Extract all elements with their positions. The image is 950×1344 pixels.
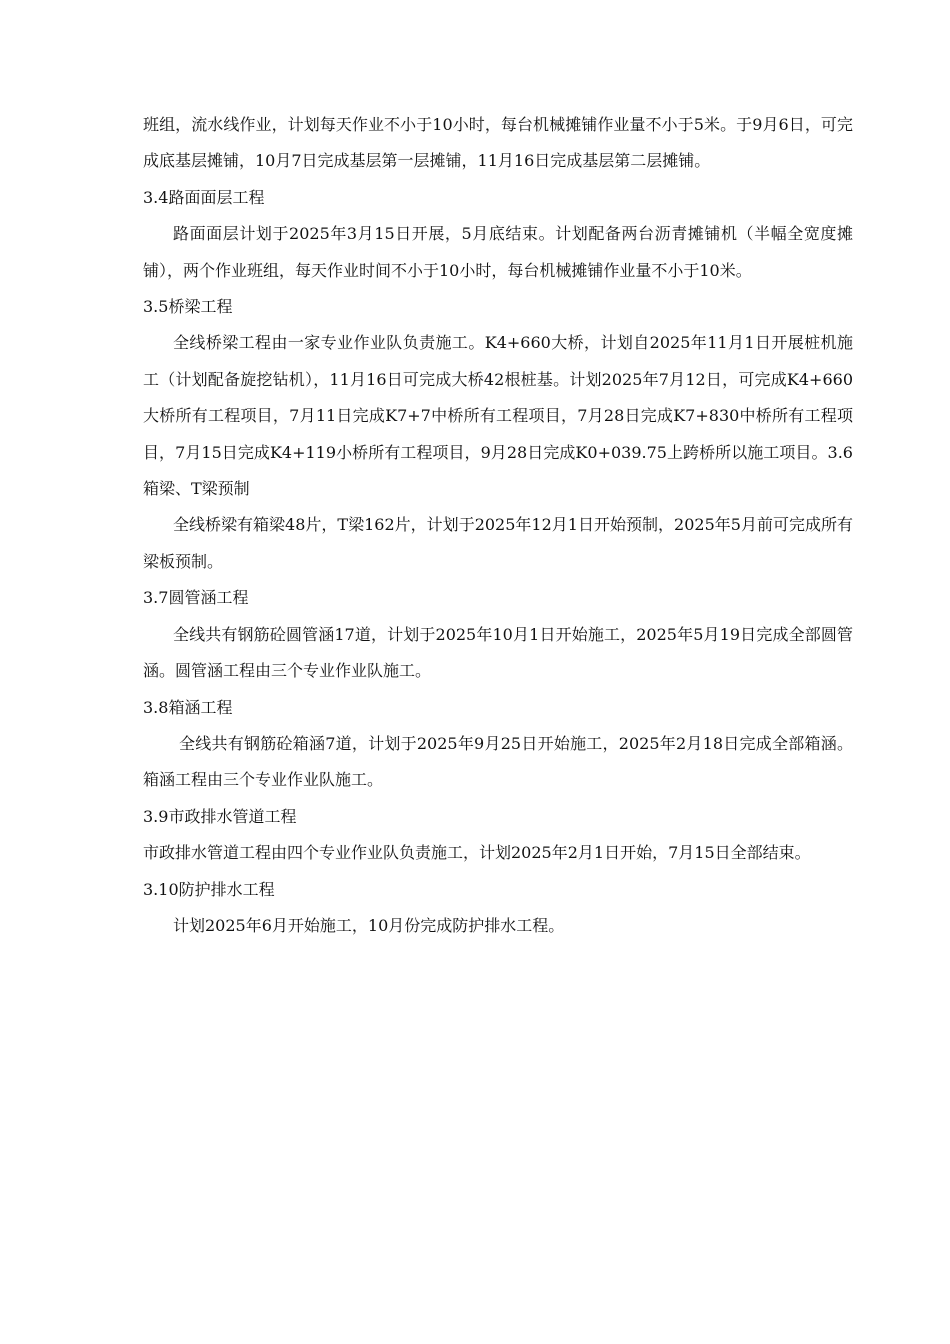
paragraph-3-10: 计划2025年6月开始施工，10月份完成防护排水工程。 xyxy=(173,915,565,935)
paragraph-3-7: 全线共有钢筋砼圆管涵17道，计划于2025年10月1日开始施工，2025年5月19日完成全部圆管涵。圆管涵工程由三个专业作业队施工。 xyxy=(143,624,853,681)
paragraph-3-9: 市政排水管道工程由四个专业作业队负责施工，计划2025年2月1日开始，7月15日全部结束。 xyxy=(143,843,811,863)
section-heading-3-7: 3.7圆管涵工程 xyxy=(143,588,249,608)
section-heading-3-10: 3.10防护排水工程 xyxy=(143,879,275,899)
section-heading-3-8: 3.8箱涵工程 xyxy=(143,697,233,717)
paragraph-pavement-base-continued: 班组，流水线作业，计划每天作业不小于10小时，每台机械摊铺作业量不小于5米。于9月6日，可完成底基层摊铺，10月7日完成基层第一层摊铺，11月16日完成基层第二层摊铺。 xyxy=(143,115,853,171)
document-page xyxy=(143,107,853,944)
section-heading-3-9: 3.9市政排水管道工程 xyxy=(143,806,297,826)
paragraph-3-8: 全线共有钢筋砼箱涵7道，计划于2025年9月25日开始施工，2025年2月18日完成全部箱涵。箱涵工程由三个专业作业队施工。 xyxy=(143,733,853,790)
paragraph-3-5: 全线桥梁工程由一家专业作业队负责施工。K4+660大桥，计划自2025年11月1日开展桩机施工（计划配备旋挖钻机），11月16日可完成大桥42根桩基。计划2025年7月12日，可完成K4+660大桥所有工程项目，7月11日完成K7+7中桥所有工程项目，7月28日完成K7+830中桥所有工程项目，7月15日完成K4+119小桥所有工程项目，9月28日完成K0+039.75上跨桥所以施工项目。3.6箱梁、T梁预制 xyxy=(143,333,853,499)
paragraph-3-4: 路面面层计划于2025年3月15日开展，5月底结束。计划配备两台沥青摊铺机（半幅全宽度摊铺），两个作业班组，每天作业时间不小于10小时，每台机械摊铺作业量不小于10米。 xyxy=(143,224,853,280)
paragraph-3-6: 全线桥梁有箱梁48片，T梁162片，计划于2025年12月1日开始预制，2025年5月前可完成所有梁板预制。 xyxy=(143,515,853,571)
section-heading-3-5: 3.5桥梁工程 xyxy=(143,297,233,317)
section-heading-3-4: 3.4路面面层工程 xyxy=(143,187,265,207)
